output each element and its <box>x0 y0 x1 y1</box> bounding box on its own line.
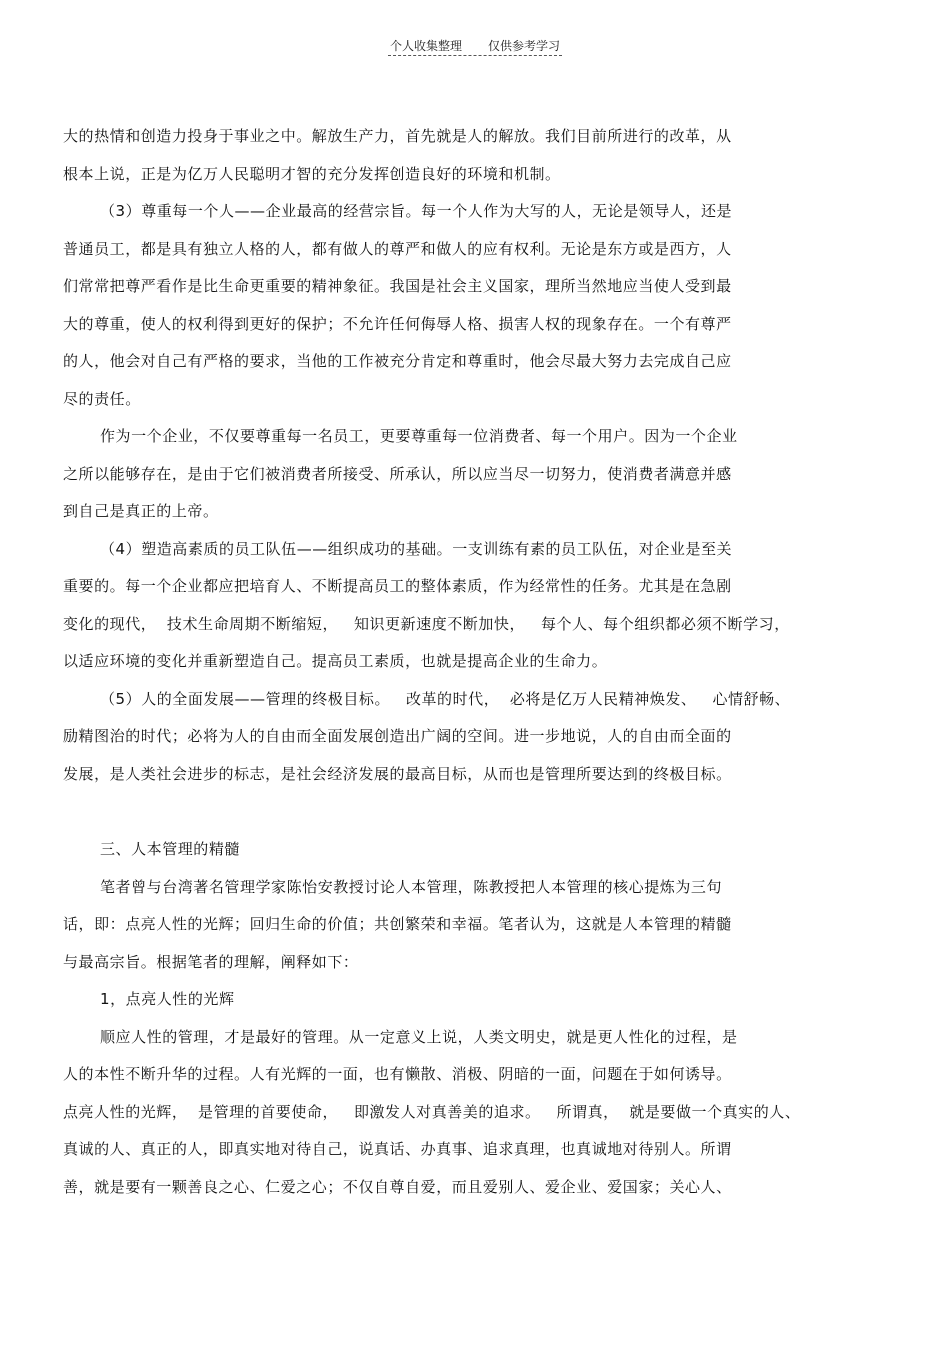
paragraph-line: （5）人的全面发展——管理的终极目标。 改革的时代， 必将是亿万人民精神焕发、 心情舒畅、 <box>100 690 791 708</box>
paragraph-line: 善，就是要有一颗善良之心、仁爱之心；不仅自尊自爱，而且爱别人、爱企业、爱国家；关心人、 <box>63 1178 732 1196</box>
paragraph-line: （3）尊重每一个人——企业最高的经营宗旨。每一个人作为大写的人，无论是领导人，还是 <box>100 202 733 220</box>
paragraph-line: 普通员工，都是具有独立人格的人，都有做人的尊严和做人的应有权利。无论是东方或是西方，人 <box>63 240 732 258</box>
paragraph-line: 大的尊重，使人的权利得到更好的保护；不允许任何侮辱人格、损害人权的现象存在。一个有尊严 <box>63 315 732 333</box>
paragraph-line: 大的热情和创造力投身于事业之中。解放生产力，首先就是人的解放。我们目前所进行的改革，从 <box>63 127 732 145</box>
paragraph-line: 根本上说，正是为亿万人民聪明才智的充分发挥创造良好的环境和机制。 <box>63 165 561 183</box>
paragraph-line: 重要的。每一个企业都应把培育人、不断提高员工的整体素质，作为经常性的任务。尤其是在急剧 <box>63 577 732 595</box>
paragraph-line: 顺应人性的管理，才是最好的管理。从一定意义上说，人类文明史，就是更人性化的过程，是 <box>100 1028 738 1046</box>
paragraph-line: 尽的责任。 <box>63 390 141 408</box>
subsection-heading: 1，点亮人性的光辉 <box>100 990 235 1008</box>
paragraph-line: 变化的现代， 技术生命周期不断缩短， 知识更新速度不断加快， 每个人、每个组织都必须不断学习， <box>63 615 790 633</box>
paragraph-line: 作为一个企业，不仅要尊重每一名员工，更要尊重每一位消费者、每一个用户。因为一个企业 <box>100 427 738 445</box>
paragraph-line: （4）塑造高素质的员工队伍——组织成功的基础。一支训练有素的员工队伍，对企业是至关 <box>100 540 733 558</box>
paragraph-line: 之所以能够存在，是由于它们被消费者所接受、所承认，所以应当尽一切努力，使消费者满意并感 <box>63 465 732 483</box>
paragraph-line: 人的本性不断升华的过程。人有光辉的一面，也有懒散、消极、阴暗的一面，问题在于如何诱导。 <box>63 1065 732 1083</box>
paragraph-line: 真诚的人、真正的人，即真实地对待自己，说真话、办真事、追求真理，也真诚地对待别人。所谓 <box>63 1140 732 1158</box>
header-right-text: 仅供参考学习 <box>488 39 561 53</box>
paragraph-line: 的人，他会对自己有严格的要求，当他的工作被充分肯定和尊重时，他会尽最大努力去完成自己应 <box>63 352 732 370</box>
paragraph-line: 笔者曾与台湾著名管理学家陈怡安教授讨论人本管理，陈教授把人本管理的核心提炼为三句 <box>100 878 723 896</box>
paragraph-line: 励精图治的时代；必将为人的自由而全面发展创造出广阔的空间。进一步地说，人的自由而全面的 <box>63 727 732 745</box>
paragraph-line: 到自己是真正的上帝。 <box>63 502 219 520</box>
section-heading: 三、人本管理的精髓 <box>100 840 240 858</box>
header-left-text: 个人收集整理 <box>389 39 462 53</box>
paragraph-line: 与最高宗旨。根据笔者的理解，阐释如下： <box>63 953 359 971</box>
paragraph-line: 点亮人性的光辉， 是管理的首要使命， 即激发人对真善美的追求。 所谓真， 就是要做一个真实的人、 <box>63 1103 801 1121</box>
header-text <box>388 38 562 56</box>
paragraph-line: 们常常把尊严看作是比生命更重要的精神象征。我国是社会主义国家，理所当然地应当使人受到最 <box>63 277 732 295</box>
page-header <box>0 38 950 56</box>
paragraph-line: 发展，是人类社会进步的标志，是社会经济发展的最高目标，从而也是管理所要达到的终极目标。 <box>63 765 732 783</box>
paragraph-line: 话，即：点亮人性的光辉；回归生命的价值；共创繁荣和幸福。笔者认为，这就是人本管理的精髓 <box>63 915 732 933</box>
paragraph-line: 以适应环境的变化并重新塑造自己。提高员工素质，也就是提高企业的生命力。 <box>63 652 608 670</box>
